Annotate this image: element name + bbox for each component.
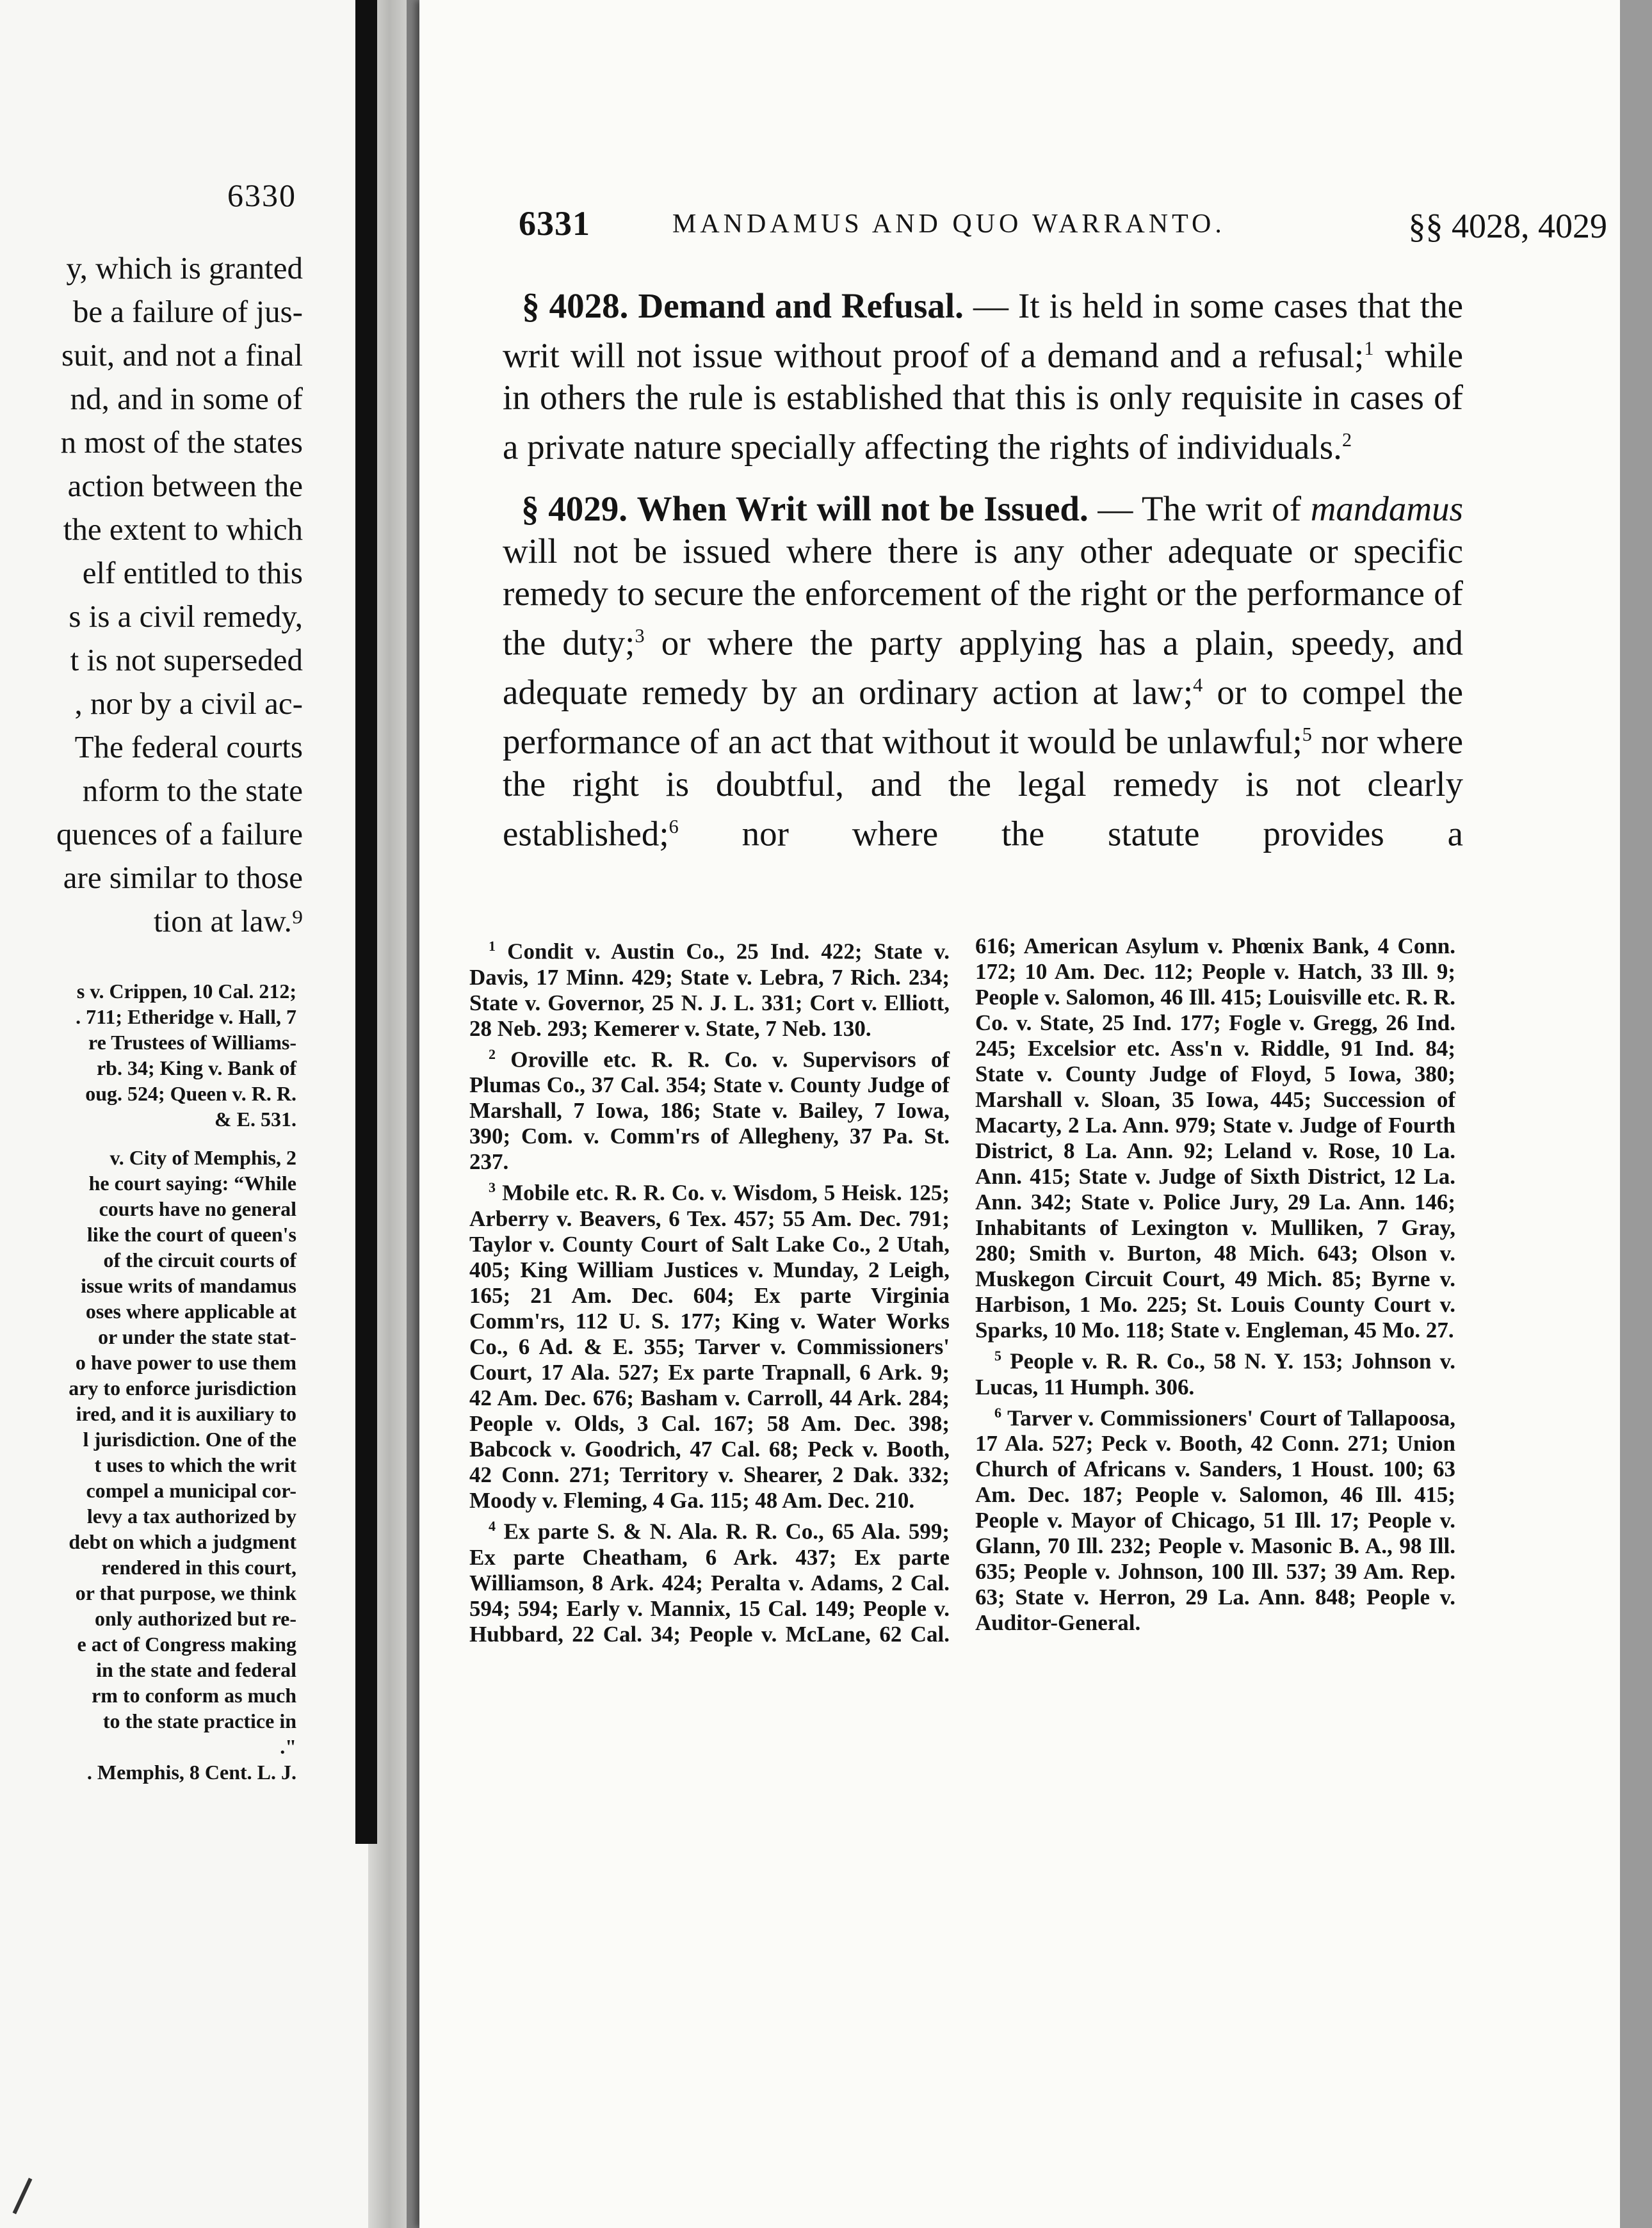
left-body-line: suit, and not a final xyxy=(61,337,303,373)
left-note-line: re Trustees of Williams- xyxy=(88,1031,296,1054)
section-text: or to compel the performance of an act that without it would be unlawful; xyxy=(503,672,1463,761)
left-note-line: he court saying: “While xyxy=(88,1172,296,1195)
left-note-line: in the state and federal xyxy=(96,1658,296,1681)
section-4028 xyxy=(503,285,1463,469)
left-note-line: ary to enforce jurisdiction xyxy=(69,1376,296,1400)
left-body-line: s is a civil remedy, xyxy=(69,599,303,634)
section-heading: When Writ will not be Issued. xyxy=(636,488,1089,528)
left-note-line: or under the state stat- xyxy=(98,1325,296,1348)
footnote-number: 5 xyxy=(994,1348,1001,1364)
section-references: §§ 4028, 4029 xyxy=(1408,207,1607,245)
left-page-footnotes xyxy=(0,978,296,1785)
main-text xyxy=(503,285,1463,855)
footnote xyxy=(469,1175,950,1514)
section-text: — It is held in some cases that the writ will not issue without proof of a demand and a refusal; xyxy=(503,286,1463,375)
section-text: nor where the right is doubtful, and the legal remedy is not clearly established; xyxy=(503,722,1463,853)
left-note-line: o have power to use them xyxy=(75,1351,296,1374)
footnote-ref: 5 xyxy=(1302,723,1312,746)
left-note-line: s v. Crippen, 10 Cal. 212; xyxy=(76,980,296,1003)
pen-mark xyxy=(13,2178,33,2215)
footnote-number: 1 xyxy=(489,938,496,954)
left-body-line: nd, and in some of xyxy=(70,381,303,416)
left-body-line: the extent to which xyxy=(63,512,303,547)
left-page xyxy=(0,0,368,2228)
section-number: § 4028. xyxy=(522,286,629,325)
footnote-ref: 2 xyxy=(1341,429,1352,451)
left-note-line: oses where applicable at xyxy=(85,1300,296,1323)
left-note-line: levy a tax authorized by xyxy=(86,1505,296,1528)
left-note-line: oug. 524; Queen v. R. R. xyxy=(85,1082,296,1105)
left-note-line: t uses to which the writ xyxy=(94,1453,296,1476)
footnote-text: Tarver v. Commissioners' Court of Tallapoosa, 17 Ala. 527; Peck v. Booth, 42 Conn. 271; Union Church of Africans v. Sanders, 1 Houst. 100; 63 Am. Dec. 187; People v. Salomon, 46 Ill. 415; People v. Mayor of Chicago, 51 Ill. 17; People v. Glann, 70 Ill. 232; People v. Masonic B. A., 98 Ill. 635; People v. Johnson, 100 Ill. 537; 39 Am. Rep. 63; State v. Herron, 29 La. Ann. 848; People v. Auditor-General. xyxy=(975,1405,1456,1636)
running-head xyxy=(519,204,1607,248)
footnote-text: Ex parte S. & N. Ala. R. R. Co., 65 Ala. 599; Ex parte Cheatham, 6 Ark. 437; Ex parte Williamson, 8 Ark. 424; Peralta v. Adams, 2 Cal. 594; 594; Early v. Mannix, 15 Cal. 149; People v. Hubbard, 22 Cal. 34; People v. McLane, 62 Cal. 616; American Asylum v. Phœnix Bank, 4 Conn. 172; 10 Am. Dec. 112; People v. Hatch, 33 Ill. 9; People v. Salomon, 46 Ill. 415; Louisville etc. R. R. Co. v. State, 25 Ind. 177; Fogle v. Gregg, 26 Ind. 245; Excelsior etc. Ass'n v. Riddle, 91 Ind. 84; State v. County Judge of Floyd, 5 Iowa, 380; Marshall v. Sloan, 35 Iowa, 445; Succession of Macarty, 2 La. Ann. 979; State v. Judge of Fourth District, 8 La. Ann. 92; Leland v. Rose, 10 La. Ann. 415; State v. Judge of Sixth District, 12 La. Ann. 342; State v. Police Jury, 29 La. Ann. 146; Inhabitants of Lexington v. Mulliken, 7 Gray, 280; Smith v. Burton, 48 Mich. 643; Olson v. Muskegon Circuit Court, 49 Mich. 85; Byrne v. Harbison, 1 Mo. 225; St. Louis County Court v. Sparks, 10 Mo. 118; State v. Engleman, 45 Mo. 27. xyxy=(469,933,1455,1647)
gutter-shadow-bar xyxy=(355,0,377,1844)
footnote xyxy=(975,1343,1455,1400)
left-body-line: tion at law.⁹ xyxy=(154,903,303,939)
italic-term: mandamus xyxy=(1310,488,1464,528)
footnote-number: 3 xyxy=(489,1179,496,1196)
left-note-line: compel a municipal cor- xyxy=(86,1479,296,1502)
left-note-line: debt on which a judgment xyxy=(69,1530,296,1553)
section-text: while in others the rule is established that this is only requisite in cases of a private nature specially affecting the rights of individuals. xyxy=(503,335,1463,467)
left-body-line: y, which is granted xyxy=(66,250,303,286)
left-note-line: . 711; Etheridge v. Hall, 7 xyxy=(76,1005,296,1028)
footnote-text: People v. R. R. Co., 58 N. Y. 153; Johnson v. Lucas, 11 Humph. 306. xyxy=(975,1348,1455,1400)
left-note-gap xyxy=(0,1132,296,1145)
section-heading: Demand and Refusal. xyxy=(638,286,964,325)
footnote xyxy=(469,933,950,1042)
left-body-line: action between the xyxy=(67,468,303,503)
footnote-ref: 6 xyxy=(668,815,679,837)
left-note-line: v. City of Memphis, 2 xyxy=(109,1146,296,1169)
left-note-line: . Memphis, 8 Cent. L. J. xyxy=(86,1761,296,1784)
left-note-line: issue writs of mandamus xyxy=(81,1274,296,1297)
left-body-line: nform to the state xyxy=(82,773,303,808)
left-page-number: 6330 xyxy=(227,177,296,213)
section-text: nor where the statute provides a xyxy=(678,813,1463,853)
footnote-text: Mobile etc. R. R. Co. v. Wisdom, 5 Heisk. 125; Arberry v. Beavers, 6 Tex. 457; 55 Am. Dec. 791; Taylor v. County Court of Salt Lake Co., 2 Utah, 405; King William Justices v. Munday, 2 Leigh, 165; 21 Am. Dec. 604; Ex parte Virginia Comm'rs, 112 U. S. 177; King v. Water Works Co., 6 Ad. & E. 355; Tarver v. Commissioners' Court, 17 Ala. 527; Ex parte Trapnall, 6 Ark. 9; 42 Am. Dec. 676; Basham v. Carroll, 44 Ark. 284; People v. Olds, 3 Cal. 167; 58 Am. Dec. 398; Babcock v. Goodrich, 47 Cal. 68; Peck v. Booth, 42 Conn. 271; Territory v. Shearer, 2 Dak. 332; Moody v. Fleming, 4 Ga. 115; 48 Am. Dec. 210. xyxy=(469,1180,950,1513)
page-edge xyxy=(1620,0,1652,2228)
footnote-number: 2 xyxy=(489,1045,496,1062)
left-note-line: courts have no general xyxy=(99,1197,296,1220)
left-body-line: t is not superseded xyxy=(70,642,303,677)
section-text: — The writ of xyxy=(1088,488,1311,528)
page-number: 6331 xyxy=(519,204,590,243)
right-page xyxy=(419,0,1639,2228)
section-4029 xyxy=(503,488,1463,855)
left-note-line: ired, and it is auxiliary to xyxy=(76,1402,296,1425)
left-note-line: rb. 34; King v. Bank of xyxy=(96,1056,296,1079)
left-note-line: & E. 531. xyxy=(215,1108,296,1131)
left-body-line: n most of the states xyxy=(60,424,303,460)
left-note-line: rm to conform as much xyxy=(92,1684,296,1707)
footnote-text: Condit v. Austin Co., 25 Ind. 422; State v. Davis, 17 Minn. 429; State v. Lebra, 7 Rich. 234; State v. Governor, 25 N. J. L. 331; Cort v. Elliott, 28 Neb. 293; Kemerer v. State, 7 Neb. 130. xyxy=(469,939,950,1041)
left-note-line: only authorized but re- xyxy=(95,1607,296,1630)
left-body-line: , nor by a civil ac- xyxy=(74,686,303,721)
left-body-line: elf entitled to this xyxy=(82,555,303,590)
left-body-line: The federal courts xyxy=(74,729,303,764)
left-body-line: be a failure of jus- xyxy=(72,294,303,329)
left-note-line: ." xyxy=(280,1735,296,1758)
left-note-line: or that purpose, we think xyxy=(75,1581,296,1604)
footnote-text: Oroville etc. R. R. Co. v. Supervisors of Plumas Co., 37 Cal. 354; State v. County Judge of Marshall, 7 Iowa, 186; State v. Bailey, 7 Iowa, 390; Com. v. Comm'rs of Allegheny, 37 Pa. St. 237. xyxy=(469,1047,950,1175)
running-title: MANDAMUS AND QUO WARRANTO. xyxy=(672,209,1226,239)
footnote-ref: 1 xyxy=(1364,337,1374,359)
left-note-line: l jurisdiction. One of the xyxy=(83,1428,296,1451)
left-body-line: quences of a failure xyxy=(56,816,303,852)
left-note-line: rendered in this court, xyxy=(101,1556,296,1579)
left-note-line: e act of Congress making xyxy=(77,1633,296,1656)
footnote-ref: 4 xyxy=(1193,674,1203,696)
left-body-line: are similar to those xyxy=(63,860,303,895)
footnote xyxy=(975,1400,1455,1636)
footnote-number: 6 xyxy=(994,1404,1001,1421)
section-text: or where the party applying has a plain, speedy, and adequate remedy by an ordinary action at law; xyxy=(503,622,1463,712)
footnote xyxy=(469,1042,950,1175)
footnotes xyxy=(469,933,1455,1647)
left-note-line: of the circuit courts of xyxy=(103,1248,296,1271)
section-text: will not be issued where there is any other adequate or specific remedy to secure the enforcement of the right or the performance of the duty; xyxy=(503,531,1463,662)
left-note-line: to the state practice in xyxy=(102,1709,296,1732)
section-number: § 4029. xyxy=(521,488,628,528)
left-note-line: like the court of queen's xyxy=(86,1223,296,1246)
footnote-number: 4 xyxy=(489,1517,496,1534)
footnote-ref: 3 xyxy=(635,624,645,647)
left-page-body xyxy=(0,246,303,943)
